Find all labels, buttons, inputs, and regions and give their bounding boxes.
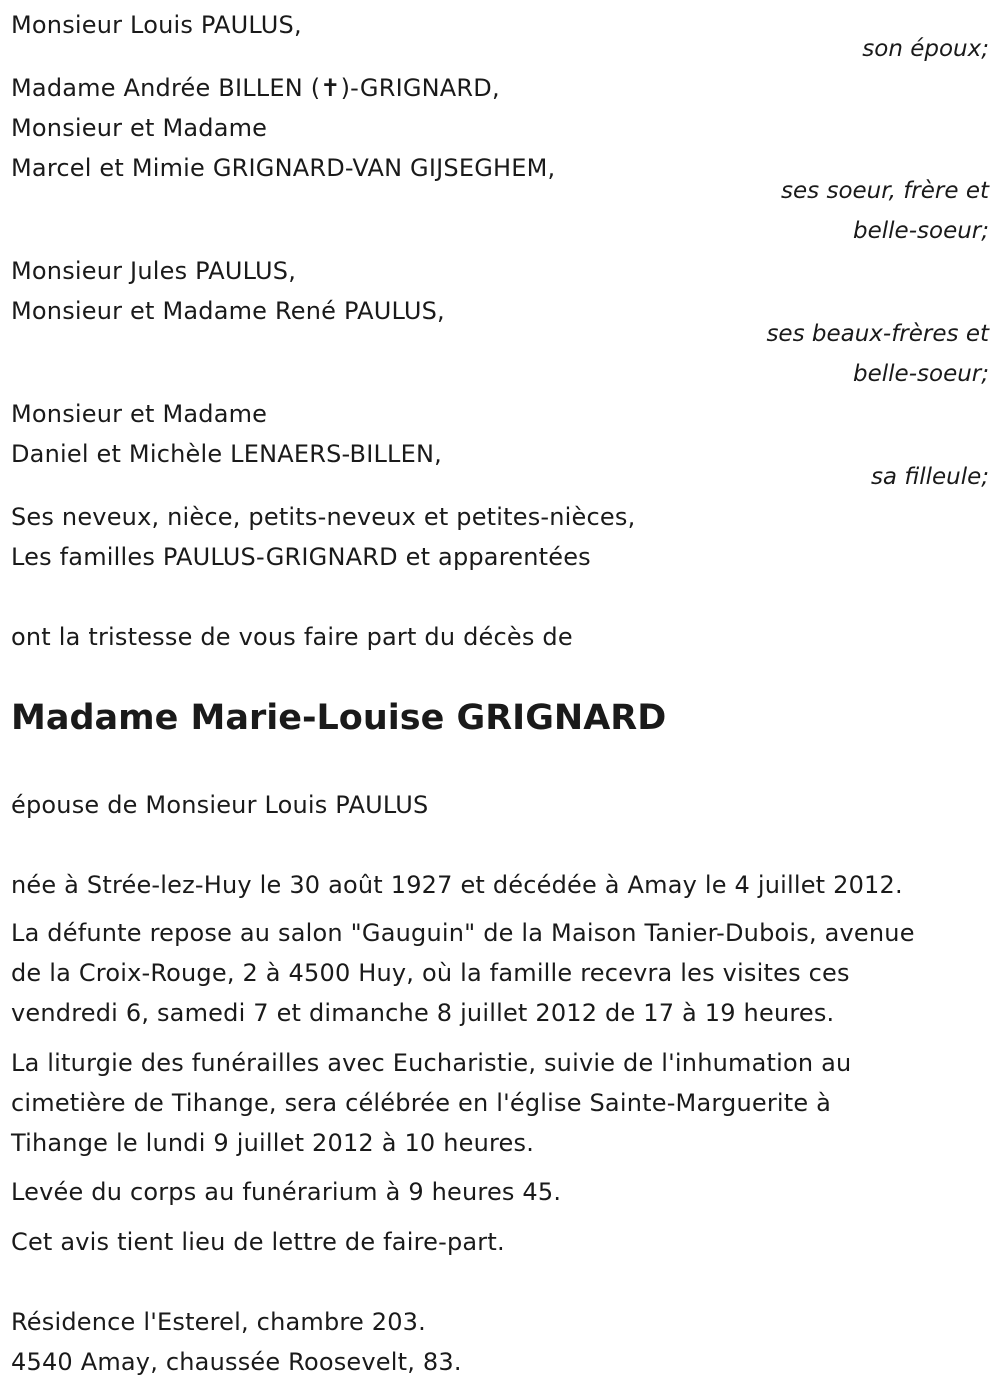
address-line-1: Résidence l'Esterel, chambre 203. [11,1308,426,1336]
nephews-line: Ses neveux, nièce, petits-neveux et petites-nièces, [11,503,636,531]
address-line-2: 4540 Amay, chaussée Roosevelt, 83. [11,1348,462,1376]
liturgy-line-1: La liturgie des funérailles avec Eucharistie, suivie de l'inhumation au [11,1049,852,1077]
birth-death-line: née à Strée-lez-Huy le 30 août 1927 et décédée à Amay le 4 juillet 2012. [11,871,903,899]
siblings-line-1: Madame Andrée BILLEN (✝)-GRIGNARD, [11,74,500,102]
repose-line-1: La défunte repose au salon "Gauguin" de la Maison Tanier-Dubois, avenue [11,919,915,947]
liturgy-line-3: Tihange le lundi 9 juillet 2012 à 10 heures. [11,1129,535,1157]
deceased-name: Madame Marie-Louise GRIGNARD [11,698,667,738]
inlaws-relation-line-2: belle-soeur; [853,361,989,387]
inlaws-line-1: Monsieur Jules PAULUS, [11,257,297,285]
siblings-line-3: Marcel et Mimie GRIGNARD-VAN GIJSEGHEM, [11,154,556,182]
notice-line: Cet avis tient lieu de lettre de faire-part. [11,1228,505,1256]
husband-name: Monsieur Louis PAULUS, [11,11,302,39]
inlaws-line-2: Monsieur et Madame René PAULUS, [11,297,445,325]
levee-line: Levée du corps au funérarium à 9 heures 45. [11,1178,562,1206]
spouse-line: épouse de Monsieur Louis PAULUS [11,791,429,819]
liturgy-line-2: cimetière de Tihange, sera célébrée en l'église Sainte-Marguerite à [11,1089,832,1117]
siblings-line-2: Monsieur et Madame [11,114,268,142]
goddaughter-relation: sa filleule; [870,464,989,490]
husband-relation: son époux; [862,36,989,62]
inlaws-relation-line-1: ses beaux-frères et [766,321,989,347]
siblings-relation-line-2: belle-soeur; [853,218,989,244]
goddaughter-line-2: Daniel et Michèle LENAERS-BILLEN, [11,440,442,468]
announcement-intro: ont la tristesse de vous faire part du décès de [11,623,573,651]
goddaughter-line-1: Monsieur et Madame [11,400,268,428]
repose-line-3: vendredi 6, samedi 7 et dimanche 8 juillet 2012 de 17 à 19 heures. [11,999,835,1027]
siblings-relation-line-1: ses soeur, frère et [781,178,989,204]
repose-line-2: de la Croix-Rouge, 2 à 4500 Huy, où la famille recevra les visites ces [11,959,850,987]
families-line: Les familles PAULUS-GRIGNARD et apparentées [11,543,591,571]
